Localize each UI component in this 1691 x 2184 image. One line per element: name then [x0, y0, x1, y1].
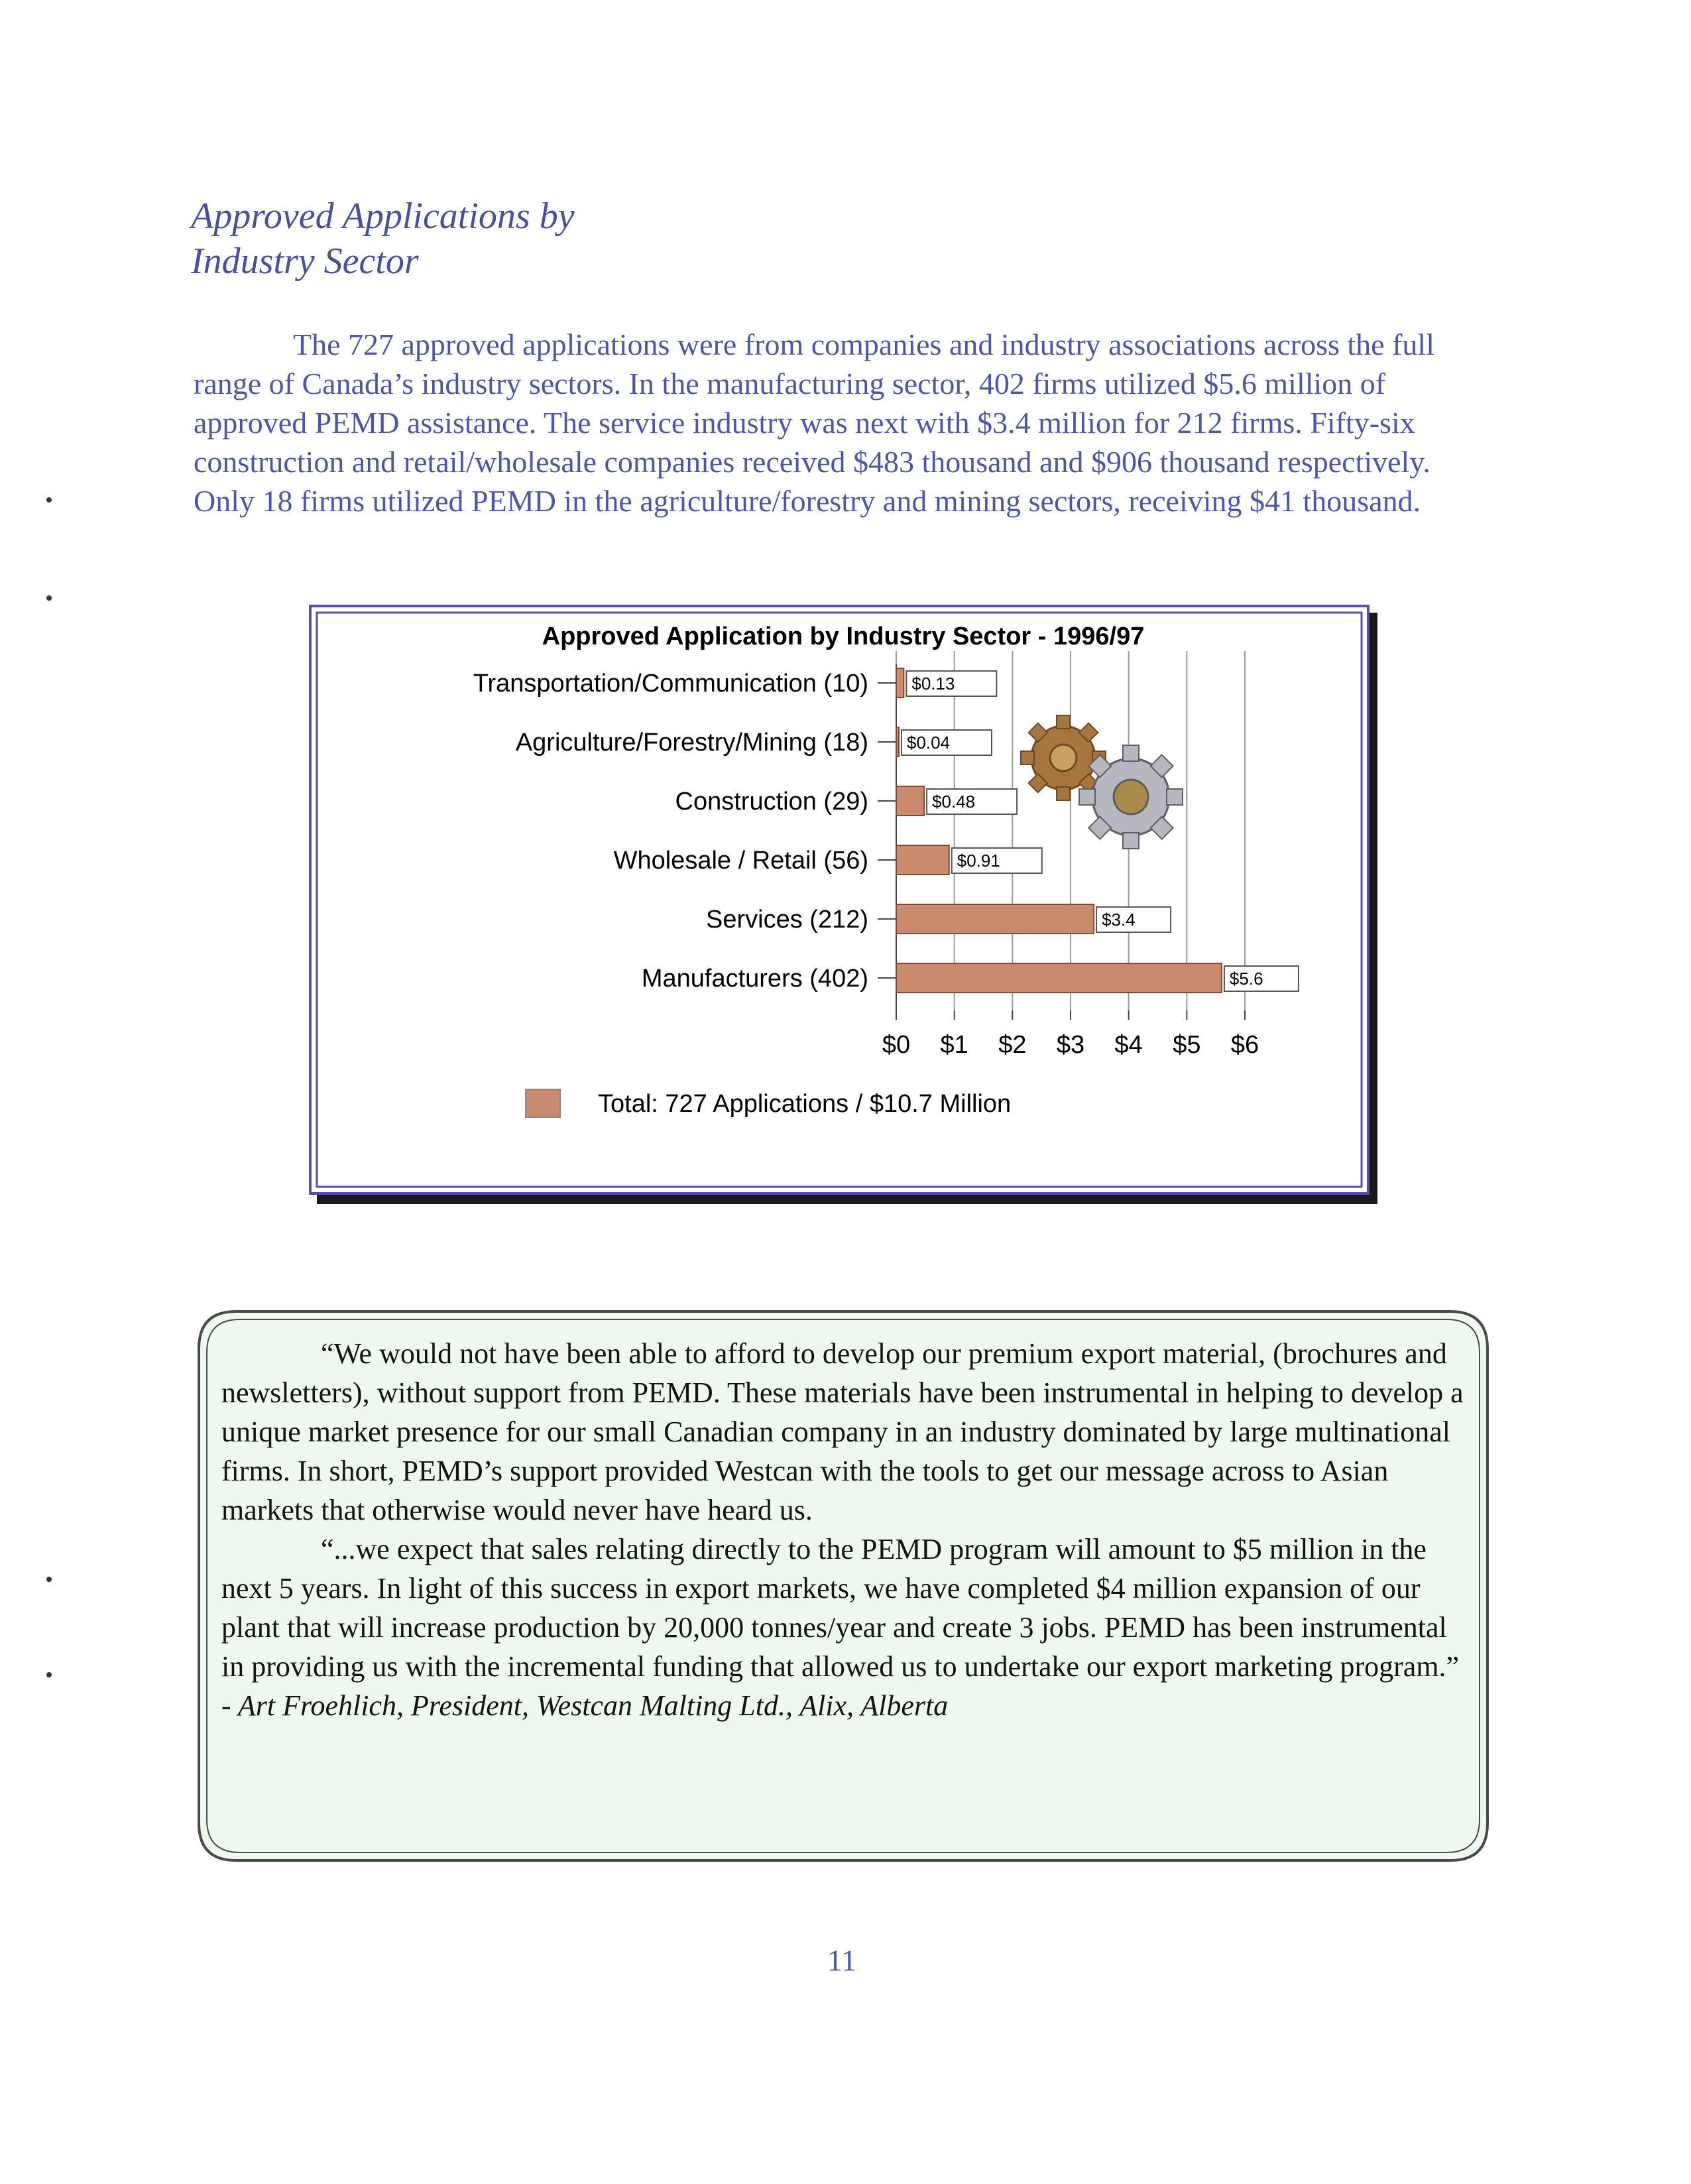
- x-tick-label: $1: [940, 1031, 968, 1059]
- bar: [896, 904, 1094, 934]
- data-label: $5.6: [1229, 969, 1263, 989]
- x-tick-label: $6: [1230, 1031, 1259, 1059]
- category-label: Wholesale / Retail (56): [613, 847, 868, 875]
- margin-dot: [46, 1672, 52, 1677]
- x-tick-label: $4: [1114, 1031, 1143, 1059]
- legend-label: Total: 727 Applications / $10.7 Million: [598, 1090, 1012, 1118]
- legend-swatch: [526, 1089, 560, 1117]
- page-number: 11: [827, 1943, 857, 1977]
- chart-panel: [309, 605, 1381, 1207]
- testimonial-attribution: - Art Froehlich, President, Westcan Malting Ltd., Alix, Alberta: [221, 1689, 949, 1722]
- data-label: $0.91: [957, 851, 1000, 871]
- x-tick-label: $3: [1056, 1031, 1085, 1059]
- bar: [896, 668, 904, 698]
- margin-dot: [46, 1577, 52, 1582]
- bar: [896, 845, 949, 875]
- data-label: $0.13: [911, 674, 955, 694]
- data-label: $3.4: [1102, 910, 1136, 930]
- section-heading-line2: Industry Sector: [191, 241, 419, 282]
- margin-dot: [46, 595, 52, 601]
- testimonial-paragraph-2-body: “...we expect that sales relating directly to the PEMD program will amount to $5 million in the next 5 years. In light of this success in export markets, we have completed $4 million expansion of our plant that will increase production by 20,000 tonnes/year and create 3 jobs. PEMD has been instrumental in providing us with the incremental funding that allowed us to undertake our export marketing program.”: [221, 1533, 1460, 1683]
- x-tick-label: $2: [998, 1031, 1027, 1059]
- category-label: Services (212): [706, 906, 868, 934]
- chart-title: Approved Application by Industry Sector - 1996/97: [542, 623, 1145, 650]
- x-tick-label: $5: [1173, 1031, 1201, 1059]
- testimonial-paragraph-1: “We would not have been able to afford to develop our premium export material, (brochures and newsletters), without support from PEMD. These materials have been instrumental in helping to develop a unique market presence for our small Canadian company in an industry dominated by large multinational firms. In short, PEMD’s support provided Westcan with the tools to get our message across to Asian markets that otherwise would never have heard us.: [221, 1337, 1464, 1526]
- section-heading-line1: Approved Applications by: [191, 196, 575, 237]
- data-label: $0.04: [907, 733, 951, 753]
- bar: [896, 727, 899, 757]
- category-label: Construction (29): [675, 788, 868, 816]
- category-label: Agriculture/Forestry/Mining (18): [515, 729, 868, 757]
- category-label: Transportation/Communication (10): [473, 670, 868, 698]
- intro-paragraph: The 727 approved applications were from companies and industry associations across the full range of Canada’s industry sectors. In the manufacturing sector, 402 firms utilized $5.6 million of approved PEMD assistance. The service industry was next with $3.4 million for 212 firms. Fifty-six construction and retail/wholesale companies received $483 thousand and $906 thousand respectively. Only 18 firms utilized PEMD in the agriculture/forestry and mining sectors, receiving $41 thousand.: [194, 328, 1434, 518]
- margin-dot: [46, 497, 52, 503]
- bar: [896, 963, 1222, 993]
- category-label: Manufacturers (402): [641, 965, 868, 993]
- testimonial-text: [221, 1334, 1474, 1725]
- x-tick-label: $0: [882, 1031, 911, 1059]
- data-label: $0.48: [932, 792, 976, 812]
- section-heading: [191, 194, 986, 284]
- bar-chart: [309, 605, 1381, 1207]
- testimonial-paragraph-2: [221, 1530, 1474, 1725]
- bar: [896, 786, 924, 816]
